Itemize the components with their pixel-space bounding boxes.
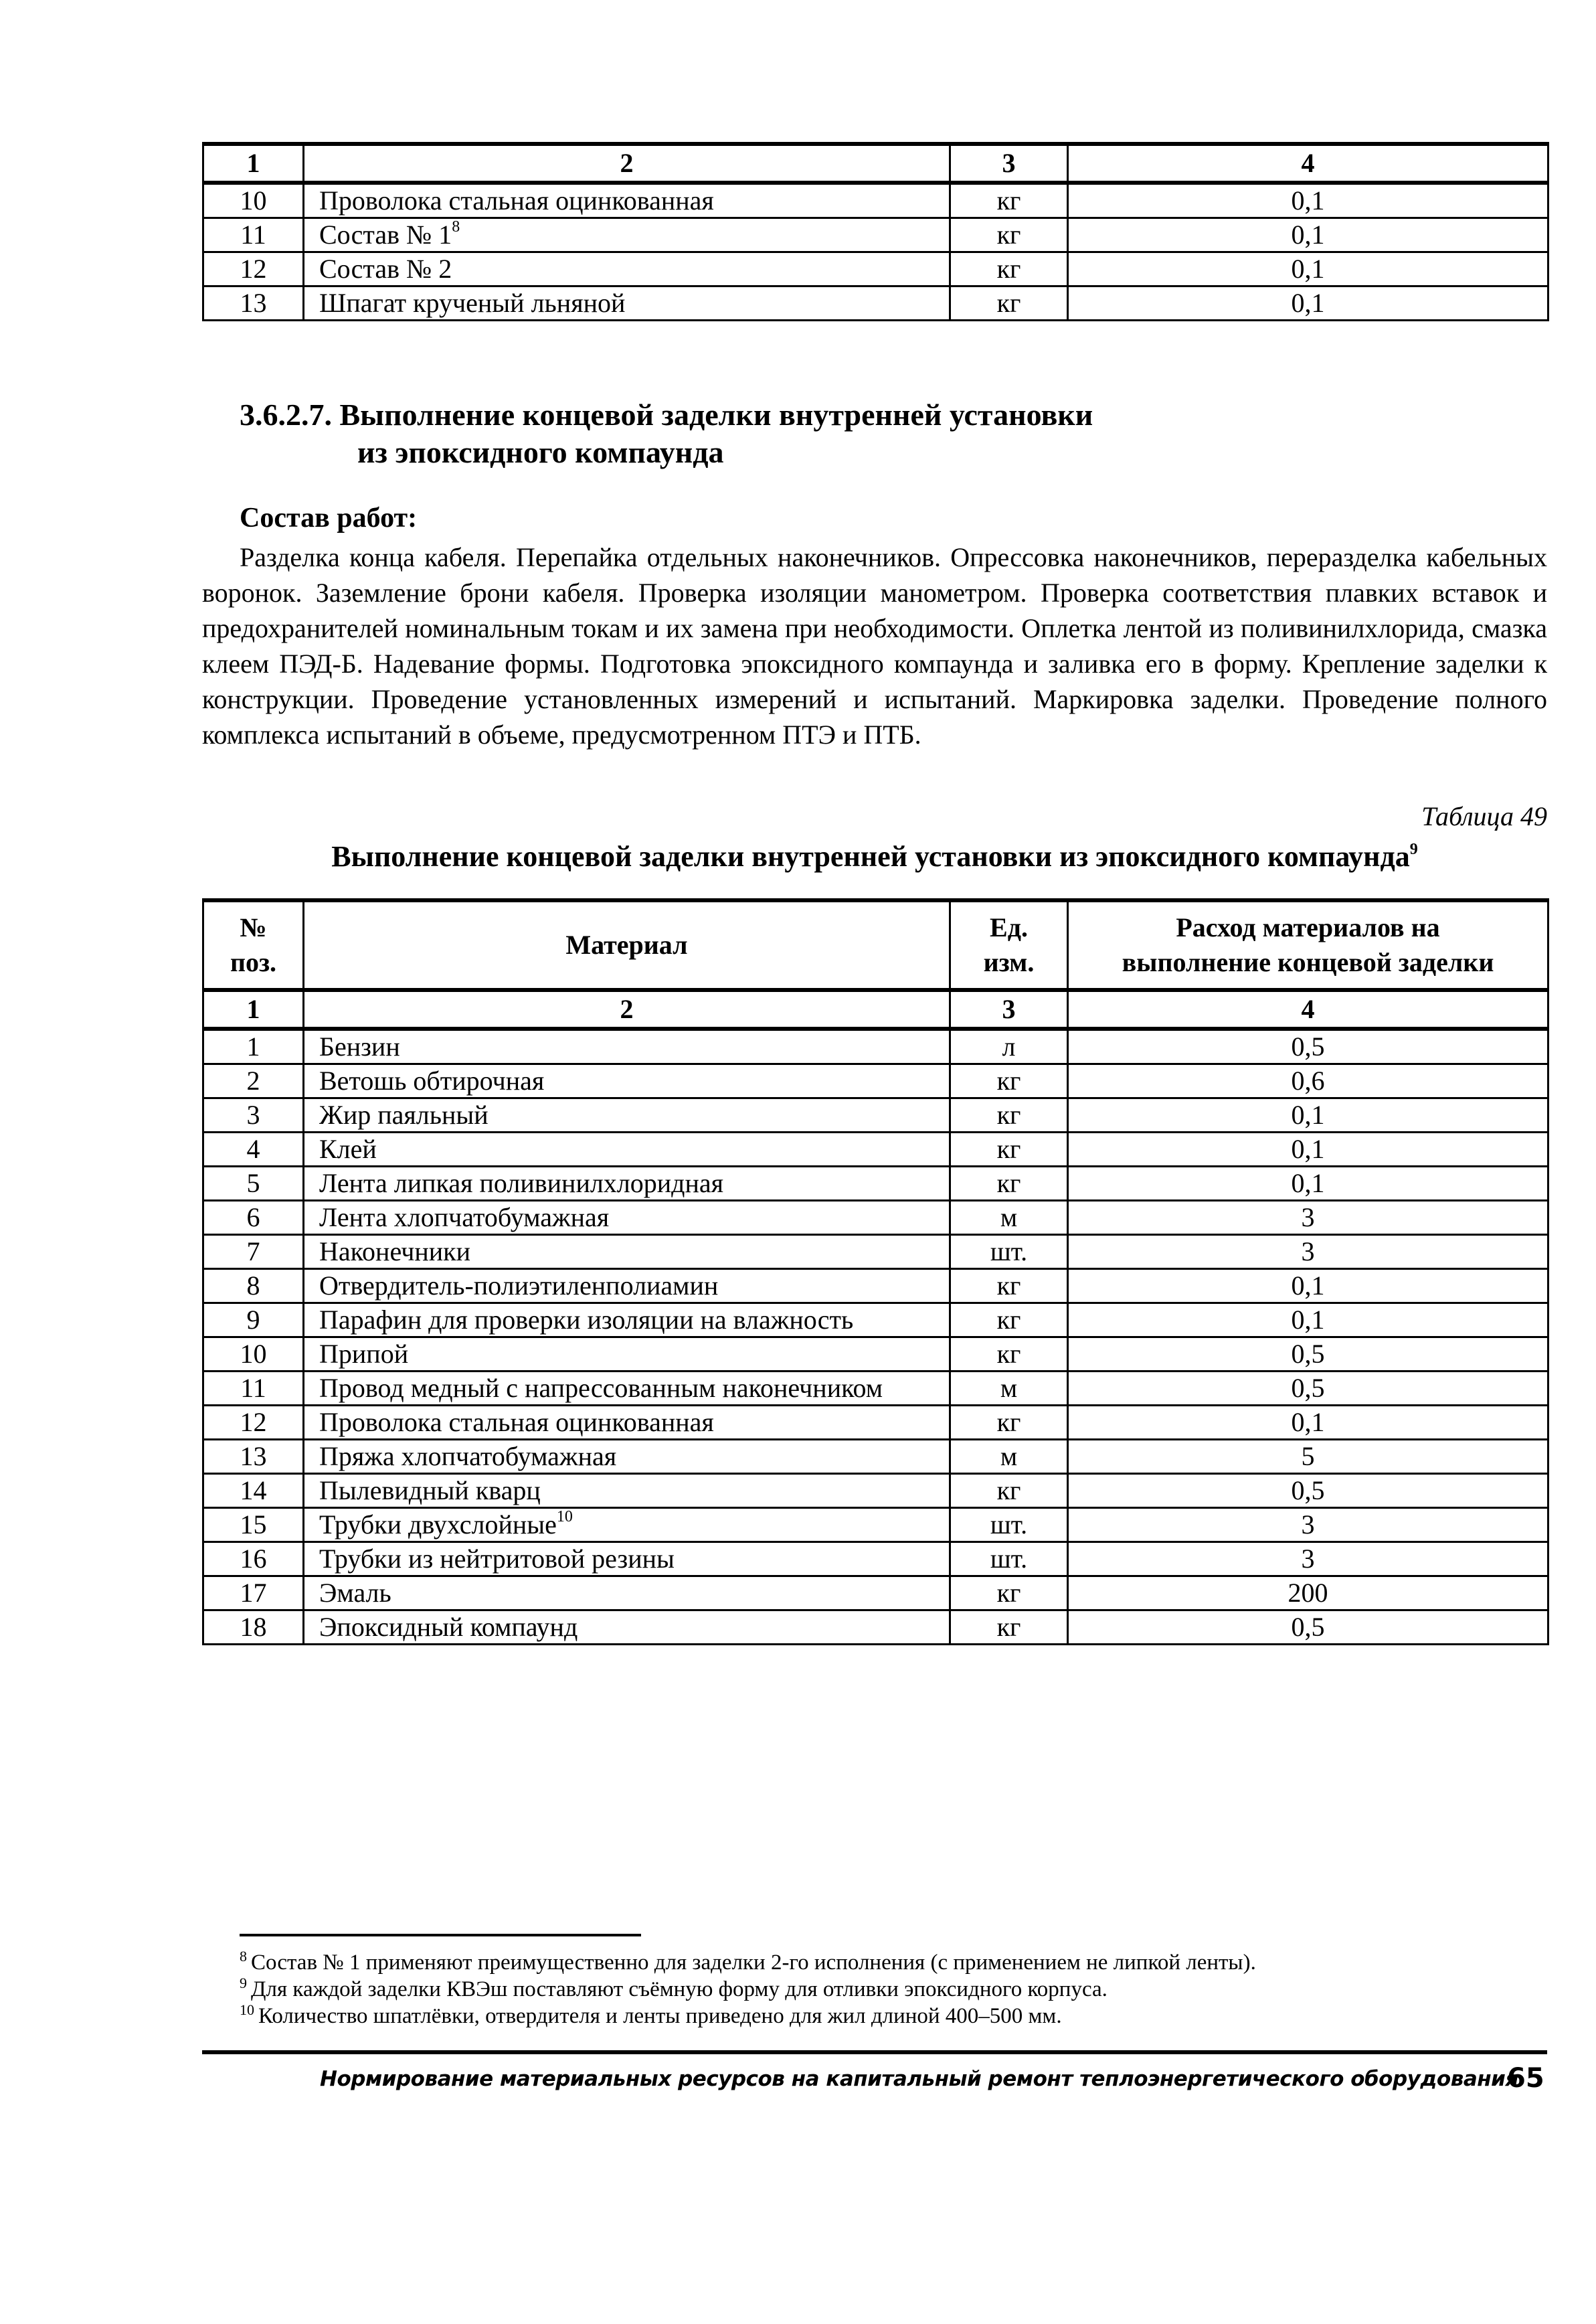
material-cell: Проволока стальная оцинкованная — [304, 183, 950, 218]
unit-cell: кг — [950, 1133, 1068, 1167]
page-number: 65 — [1507, 2063, 1544, 2094]
material-cell: Наконечники — [304, 1235, 950, 1269]
table-row — [203, 1406, 1548, 1440]
unit-cell: кг — [950, 1269, 1068, 1303]
quantity-cell: 0,1 — [1068, 1406, 1548, 1440]
quantity-cell: 200 — [1068, 1576, 1548, 1610]
material-cell: Состав № $1^8$ — [304, 218, 950, 252]
column-index-2: 2 — [304, 990, 950, 1029]
position-cell: 17 — [203, 1576, 304, 1610]
material-cell: Лента хлопчатобумажная — [304, 1201, 950, 1235]
quantity-cell: 0,1 — [1068, 1098, 1548, 1133]
position-cell: 4 — [203, 1133, 304, 1167]
quantity-cell: 0,5 — [1068, 1372, 1548, 1406]
position-cell: 6 — [203, 1201, 304, 1235]
material-cell: Пылевидный кварц — [304, 1474, 950, 1508]
material-cell: Эмаль — [304, 1576, 950, 1610]
column-index-3: 3 — [950, 990, 1068, 1029]
table-title-text: Выполнение концевой заделки внутренней установки из эпоксидного компаунда — [331, 840, 1410, 873]
unit-cell: кг — [950, 1167, 1068, 1201]
unit-cell: кг — [950, 286, 1068, 321]
material-cell: Клей — [304, 1133, 950, 1167]
position-cell: 18 — [203, 1610, 304, 1645]
header-unit: Ед. изм. — [950, 900, 1068, 990]
material-cell: Ветошь обтирочная — [304, 1064, 950, 1098]
footnote-8: $^8$ Состав № 1 применяют преимущественно для заделки 2-го исполнения (с применением не липкой ленты). — [240, 1948, 1256, 1975]
table-row — [203, 218, 1548, 252]
position-cell: 9 — [203, 1303, 304, 1337]
position-cell: 10 — [203, 1337, 304, 1372]
table-row — [203, 1542, 1548, 1576]
position-cell: 3 — [203, 1098, 304, 1133]
column-index-1: 1 — [203, 990, 304, 1029]
material-cell: Эпоксидный компаунд — [304, 1610, 950, 1645]
table-row — [203, 1167, 1548, 1201]
unit-cell: кг — [950, 1098, 1068, 1133]
table-row — [203, 1337, 1548, 1372]
table-row — [203, 252, 1548, 286]
header-consumption: Расход материалов на выполнение концевой заделки — [1068, 900, 1548, 990]
column-index-4: 4 — [1068, 990, 1548, 1029]
material-cell: Парафин для проверки изоляции на влажность — [304, 1303, 950, 1337]
column-index-1: 1 — [203, 144, 304, 183]
table-header-row — [203, 900, 1548, 990]
quantity-cell: 3 — [1068, 1201, 1548, 1235]
quantity-cell: 0,1 — [1068, 286, 1548, 321]
table-row — [203, 1474, 1548, 1508]
quantity-cell: 0,1 — [1068, 1303, 1548, 1337]
position-cell: 8 — [203, 1269, 304, 1303]
section-title-line2: из эпоксидного компаунда — [357, 435, 724, 469]
table-row — [203, 1610, 1548, 1645]
position-cell: 10 — [203, 183, 304, 218]
quantity-cell: 0,5 — [1068, 1029, 1548, 1064]
position-cell: 2 — [203, 1064, 304, 1098]
position-cell: 14 — [203, 1474, 304, 1508]
material-cell: Отвердитель-полиэтиленполиамин — [304, 1269, 950, 1303]
quantity-cell: 0,1 — [1068, 252, 1548, 286]
header-position: № поз. — [203, 900, 304, 990]
quantity-cell: 0,6 — [1068, 1064, 1548, 1098]
quantity-cell: 0,1 — [1068, 1133, 1548, 1167]
quantity-cell: 3 — [1068, 1542, 1548, 1576]
table-row — [203, 1576, 1548, 1610]
unit-cell: м — [950, 1201, 1068, 1235]
column-index-2: 2 — [304, 144, 950, 183]
unit-cell: м — [950, 1440, 1068, 1474]
table-row — [203, 183, 1548, 218]
quantity-cell: 0,5 — [1068, 1610, 1548, 1645]
column-index-row — [203, 990, 1548, 1029]
table-row — [203, 1303, 1548, 1337]
work-composition-heading: Состав работ: — [240, 503, 418, 533]
quantity-cell: 0,1 — [1068, 1167, 1548, 1201]
footnote-9: $^9$ Для каждой заделки КВЭш поставляют съёмную форму для отливки эпоксидного корпуса. — [240, 1975, 1107, 2001]
unit-cell: шт. — [950, 1235, 1068, 1269]
quantity-cell: 0,1 — [1068, 218, 1548, 252]
footnote-10: $^{10}$ Количество шпатлёвки, отвердителя и ленты приведено для жил длиной 400–500 мм. — [240, 2001, 1062, 2028]
unit-cell: м — [950, 1372, 1068, 1406]
table-row — [203, 1235, 1548, 1269]
position-cell: 15 — [203, 1508, 304, 1542]
material-cell: Состав № 2 — [304, 252, 950, 286]
material-cell: Жир паяльный — [304, 1098, 950, 1133]
material-cell: Припой — [304, 1337, 950, 1372]
table-title — [202, 839, 1547, 874]
unit-cell: кг — [950, 183, 1068, 218]
material-cell: Бензин — [304, 1029, 950, 1064]
quantity-cell: 0,5 — [1068, 1337, 1548, 1372]
position-cell: 12 — [203, 1406, 304, 1440]
unit-cell: кг — [950, 1474, 1068, 1508]
material-cell: Трубки из нейтритовой резины — [304, 1542, 950, 1576]
quantity-cell: 5 — [1068, 1440, 1548, 1474]
column-index-row — [203, 144, 1548, 183]
material-cell: Провод медный с напрессованным наконечником — [304, 1372, 950, 1406]
footnotes — [240, 1949, 1256, 2029]
quantity-cell: 3 — [1068, 1508, 1548, 1542]
section-title-line1: 3.6.2.7. Выполнение концевой заделки внутренней установки — [240, 398, 1093, 432]
material-cell: Пряжа хлопчатобумажная — [304, 1440, 950, 1474]
position-cell: 1 — [203, 1029, 304, 1064]
quantity-cell: 0,1 — [1068, 183, 1548, 218]
position-cell: 7 — [203, 1235, 304, 1269]
position-cell: 13 — [203, 1440, 304, 1474]
quantity-cell: 3 — [1068, 1235, 1548, 1269]
table-row — [203, 286, 1548, 321]
position-cell: 11 — [203, 218, 304, 252]
table-row — [203, 1508, 1548, 1542]
header-material: Материал — [304, 900, 950, 990]
material-cell: Лента липкая поливинилхлоридная — [304, 1167, 950, 1201]
quantity-cell: 0,5 — [1068, 1474, 1548, 1508]
material-cell: Трубки двухслойные$^{10}$ — [304, 1508, 950, 1542]
column-index-4: 4 — [1068, 144, 1548, 183]
unit-cell: л — [950, 1029, 1068, 1064]
table-number-label: Таблица 49 — [1421, 801, 1547, 831]
unit-cell: кг — [950, 218, 1068, 252]
continued-materials-table — [202, 142, 1549, 321]
unit-cell: кг — [950, 1337, 1068, 1372]
unit-cell: шт. — [950, 1508, 1068, 1542]
unit-cell: кг — [950, 1303, 1068, 1337]
material-cell: Проволока стальная оцинкованная — [304, 1406, 950, 1440]
footnote-ref-9: 9 — [1409, 841, 1418, 858]
position-cell: 11 — [203, 1372, 304, 1406]
position-cell: 16 — [203, 1542, 304, 1576]
running-footer-title: Нормирование материальных ресурсов на капитальный ремонт теплоэнергетического оборудования — [320, 2067, 1518, 2091]
unit-cell: кг — [950, 1576, 1068, 1610]
section-title — [240, 396, 1093, 471]
unit-cell: кг — [950, 1406, 1068, 1440]
position-cell: 12 — [203, 252, 304, 286]
footnote-ref: 8 — [452, 218, 460, 236]
footnote-separator — [240, 1934, 641, 1936]
table-row — [203, 1372, 1548, 1406]
table-row — [203, 1201, 1548, 1235]
unit-cell: кг — [950, 1610, 1068, 1645]
unit-cell: кг — [950, 1064, 1068, 1098]
column-index-3: 3 — [950, 144, 1068, 183]
table-row — [203, 1269, 1548, 1303]
footer-separator — [202, 2050, 1547, 2054]
table-row — [203, 1133, 1548, 1167]
position-cell: 13 — [203, 286, 304, 321]
table-row — [203, 1064, 1548, 1098]
unit-cell: шт. — [950, 1542, 1068, 1576]
table-row — [203, 1440, 1548, 1474]
table-row — [203, 1029, 1548, 1064]
work-composition-text: Разделка конца кабеля. Перепайка отдельных наконечников. Опрессовка наконечников, переразделка кабельных воронок. Заземление брони кабеля. Проверка изоляции манометром. Проверка соответствия плавких вставок и предохранителей номинальным токам и их замена при необходимости. Оплетка лентой из поливинилхлорида, смазка клеем ПЭД-Б. Надевание формы. Подготовка эпоксидного компаунда и заливка его в форму. Крепление заделки к конструкции. Проведение установленных измерений и испытаний. Маркировка заделки. Проведение полного комплекса испытаний в объеме, предусмотренном ПТЭ и ПТБ. — [202, 542, 1547, 750]
position-cell: 5 — [203, 1167, 304, 1201]
unit-cell: кг — [950, 252, 1068, 286]
table-row — [203, 1098, 1548, 1133]
materials-table-49 — [202, 898, 1549, 1645]
material-cell: Шпагат крученый льняной — [304, 286, 950, 321]
quantity-cell: 0,1 — [1068, 1269, 1548, 1303]
footnote-ref: 10 — [556, 1508, 573, 1525]
